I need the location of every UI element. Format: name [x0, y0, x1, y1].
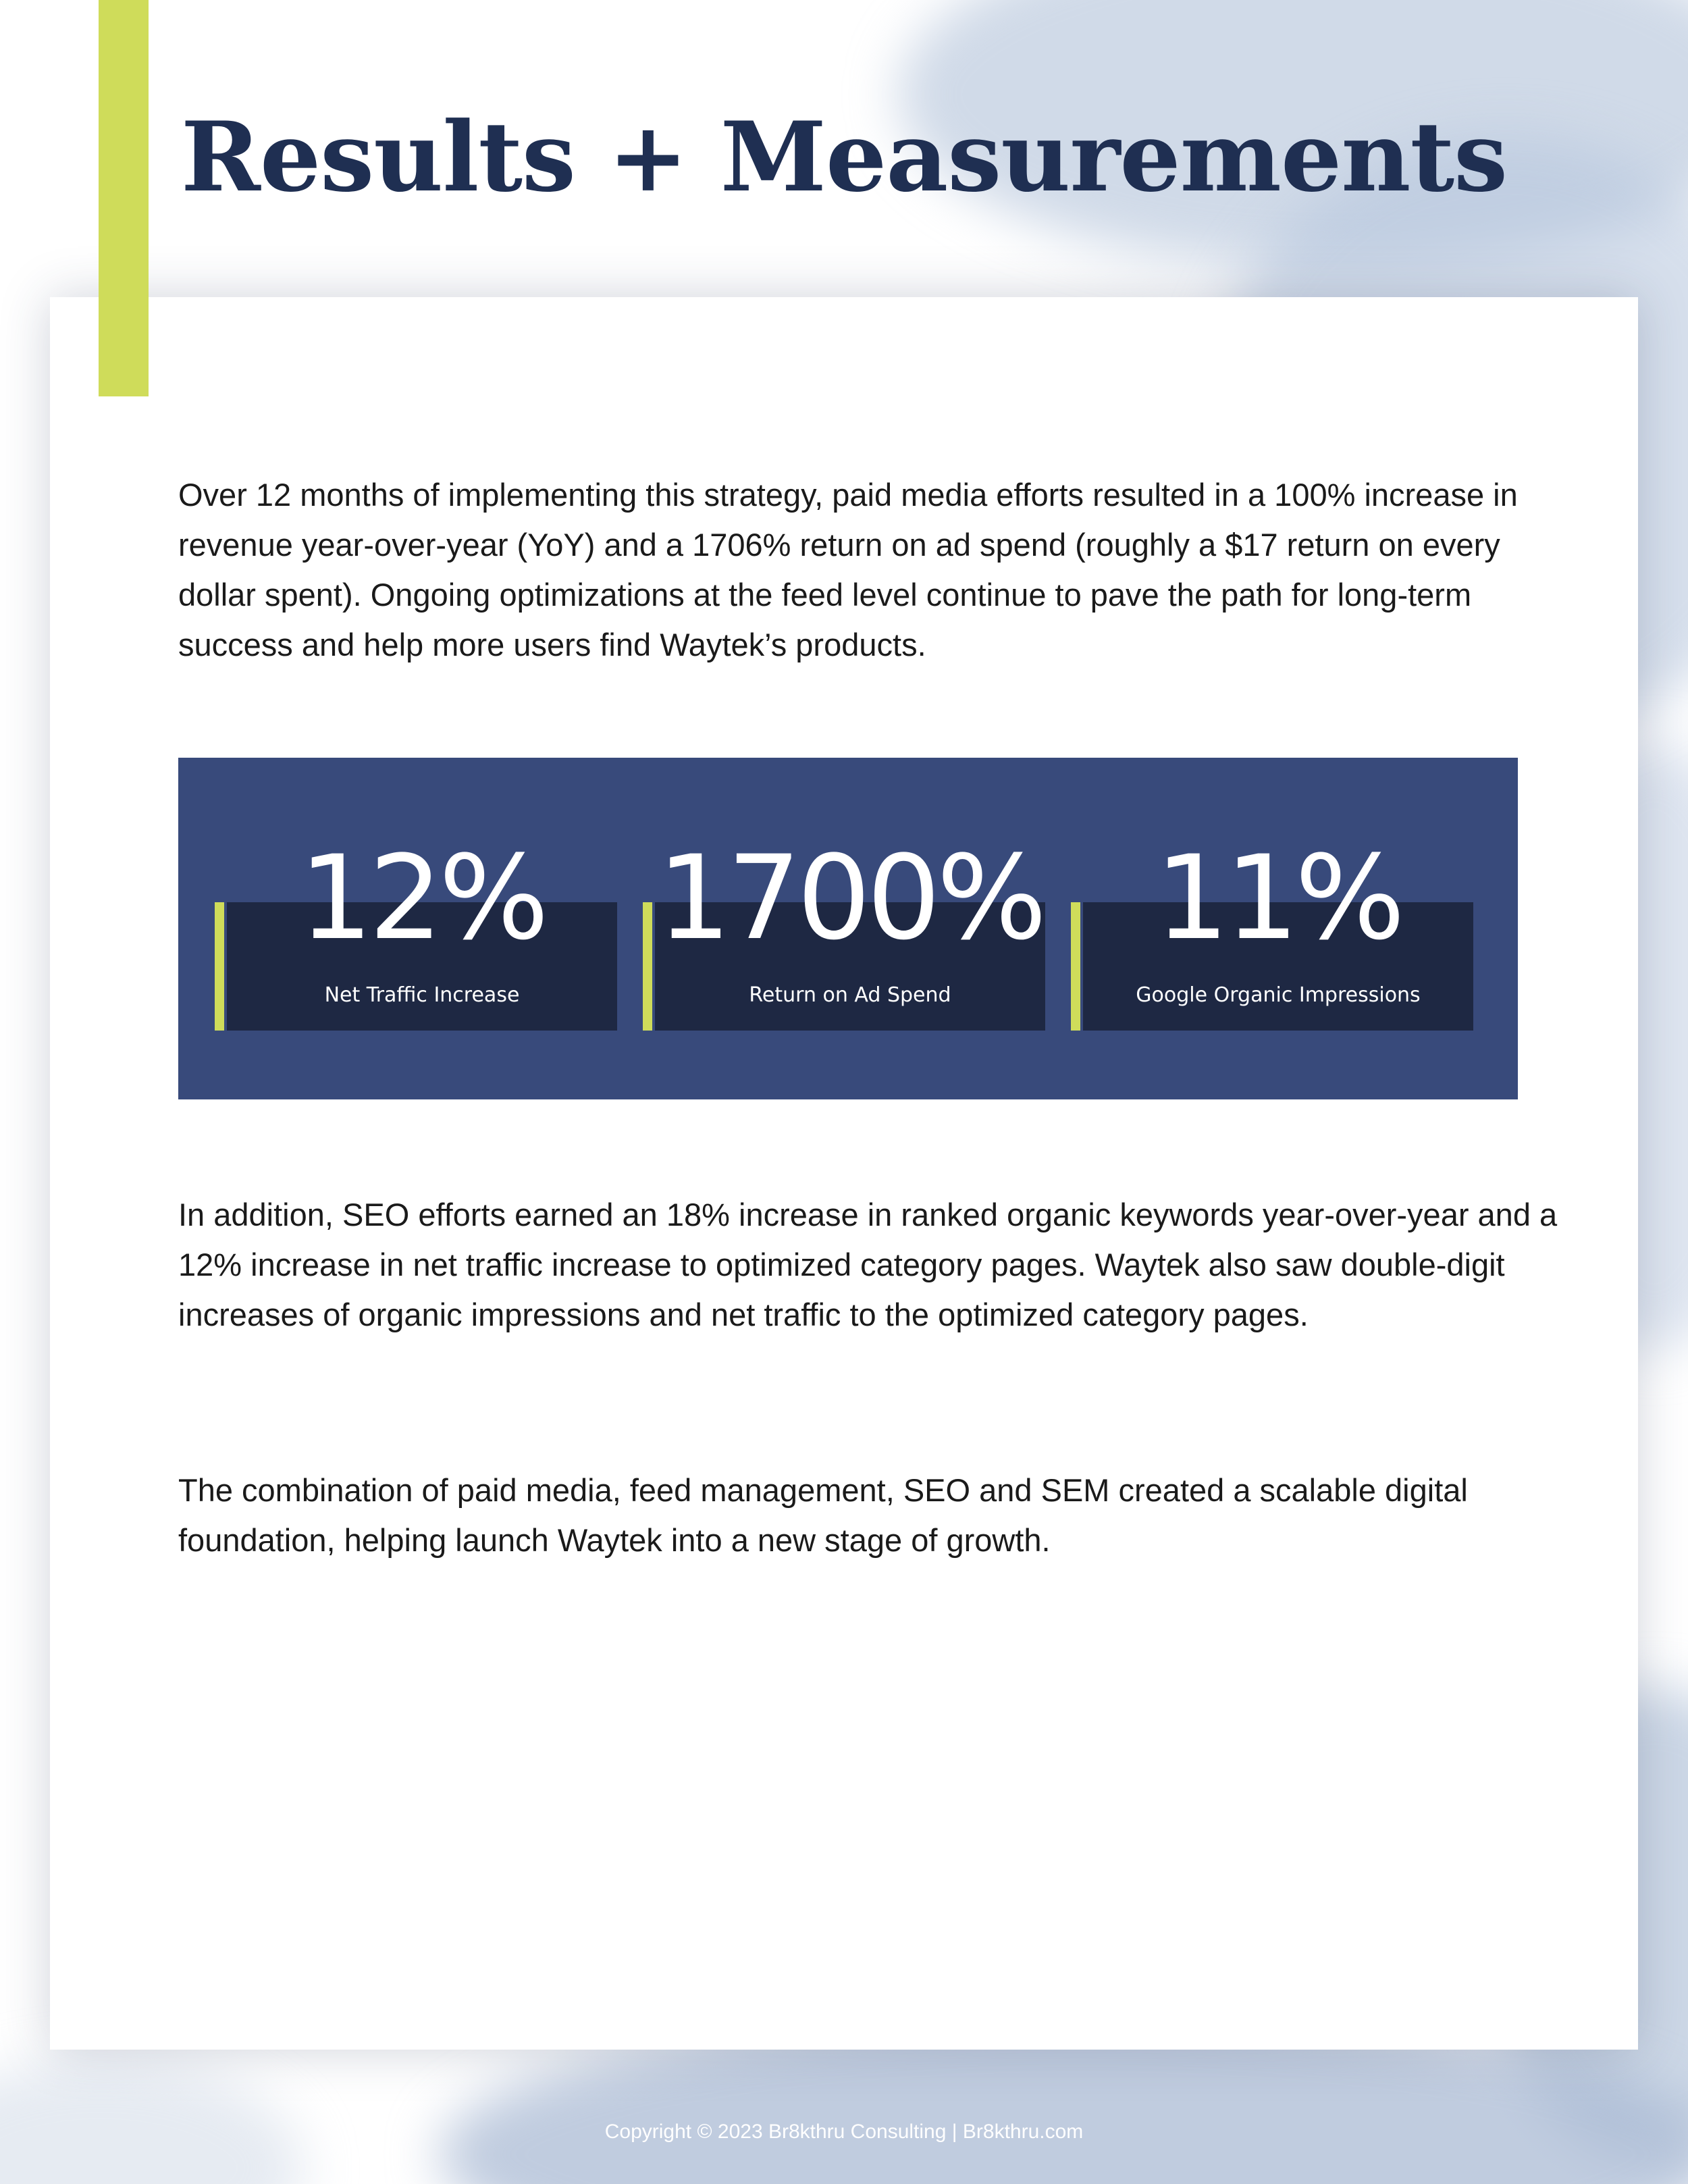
stat-net-traffic — [227, 830, 617, 1031]
stats-banner — [178, 758, 1518, 1099]
stat-label: Google Organic Impressions — [1136, 983, 1421, 1007]
stat-value: 12% — [298, 830, 546, 966]
seo-paragraph: In addition, SEO efforts earned an 18% increase in ranked organic keywords year-over-year and a 12% increase in net traffic increase to optimized category pages. Waytek also saw double-digit increases of organic impressions and net traffic to the optimized category pages. — [178, 1197, 1558, 1332]
footer-copyright: Copyright © 2023 Br8kthru Consulting | Br8kthru.com — [604, 2121, 1084, 2143]
stat-return-on-ad-spend — [655, 830, 1045, 1031]
stat-value: 1700% — [657, 830, 1043, 966]
summary-paragraph: The combination of paid media, feed management, SEO and SEM created a scalable digital foundation, helping launch Waytek into a new stage of growth. — [178, 1472, 1468, 1558]
content-card — [50, 297, 1638, 2050]
stat-google-organic-impressions — [1083, 830, 1473, 1031]
stat-label: Net Traffic Increase — [324, 983, 520, 1007]
stat-value: 11% — [1155, 830, 1402, 966]
page-title: Results + Measurements — [180, 101, 1508, 213]
stat-label: Return on Ad Spend — [749, 983, 951, 1007]
intro-paragraph: Over 12 months of implementing this strategy, paid media efforts resulted in a 100% increase in revenue year-over-year (YoY) and a 1706% return on ad spend (roughly a $17 return on every dollar spent). Ongoing optimizations at the feed level continue to pave the path for long-term success and help more users find Waytek’s products. — [178, 477, 1518, 662]
